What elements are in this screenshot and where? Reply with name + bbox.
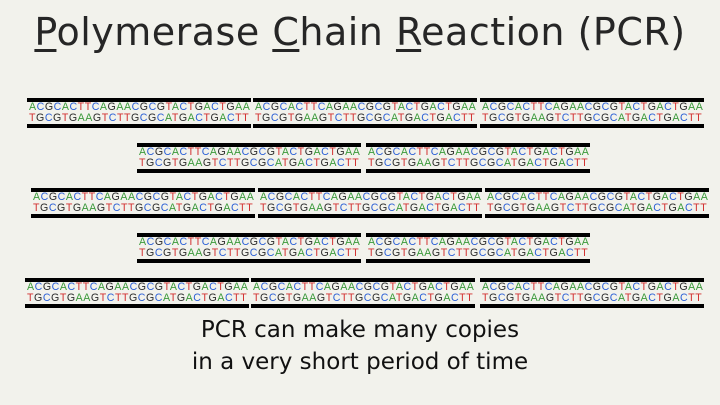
bottom-strand-sequence: TGCGTGAAGTCTTGCGCATGACTGACTT (33, 202, 254, 214)
backbone-bottom (480, 304, 704, 308)
bottom-strand-sequence: TGCGTGAAGTCTTGCGCATGACTGACTT (482, 292, 703, 304)
bottom-strand-sequence: TGCGTGAAGTCTTGCGCATGACTGACTT (29, 112, 250, 124)
bottom-strand-sequence: TGCGTGAAGTCTTGCGCATGACTGACTT (487, 202, 708, 214)
top-strand-sequence: ACGCACTTCAGAACGCGTACTGACTGAA (139, 146, 361, 158)
dna-copy (258, 188, 482, 218)
top-strand-sequence: ACGCACTTCAGAACGCGTACTGACTGAA (255, 101, 477, 113)
top-strand-sequence: ACGCACTTCAGAACGCGTACTGACTGAA (253, 281, 475, 293)
top-strand-sequence: ACGCACTTCAGAACGCGTACTGACTGAA (487, 191, 709, 203)
top-strand-sequence: ACGCACTTCAGAACGCGTACTGACTGAA (139, 236, 361, 248)
top-strand-sequence: ACGCACTTCAGAACGCGTACTGACTGAA (482, 281, 704, 293)
bottom-strand-sequence: TGCGTGAAGTCTTGCGCATGACTGACTT (139, 157, 360, 169)
backbone-bottom (251, 304, 475, 308)
backbone-bottom (480, 124, 704, 128)
title-underlined-letter: C (272, 10, 300, 54)
backbone-bottom (137, 169, 361, 173)
title-underlined-letter: R (395, 10, 422, 54)
dna-copy (485, 188, 709, 218)
top-strand-sequence: ACGCACTTCAGAACGCGTACTGACTGAA (368, 236, 590, 248)
dna-copy (137, 143, 361, 173)
bottom-strand-sequence: TGCGTGAAGTCTTGCGCATGACTGACTT (139, 247, 360, 259)
dna-copy (366, 233, 590, 263)
dna-copy (251, 278, 475, 308)
top-strand-sequence: ACGCACTTCAGAACGCGTACTGACTGAA (260, 191, 482, 203)
bottom-strand-sequence: TGCGTGAAGTCTTGCGCATGACTGACTT (368, 157, 589, 169)
backbone-bottom (366, 169, 590, 173)
backbone-bottom (366, 259, 590, 263)
top-strand-sequence: ACGCACTTCAGAACGCGTACTGACTGAA (482, 101, 704, 113)
dna-copy (31, 188, 255, 218)
backbone-bottom (137, 259, 361, 263)
backbone-bottom (31, 214, 255, 218)
top-strand-sequence: ACGCACTTCAGAACGCGTACTGACTGAA (29, 101, 251, 113)
title-underlined-letter: P (34, 10, 57, 54)
dna-copy (27, 98, 251, 128)
top-strand-sequence: ACGCACTTCAGAACGCGTACTGACTGAA (27, 281, 249, 293)
bottom-strand-sequence: TGCGTGAAGTCTTGCGCATGACTGACTT (253, 292, 474, 304)
backbone-bottom (25, 304, 249, 308)
dna-copy (137, 233, 361, 263)
caption-line-1: PCR can make many copies (200, 317, 520, 343)
title-text: olymerase (56, 10, 273, 54)
bottom-strand-sequence: TGCGTGAAGTCTTGCGCATGACTGACTT (368, 247, 589, 259)
backbone-bottom (485, 214, 709, 218)
bottom-strand-sequence: TGCGTGAAGTCTTGCGCATGACTGACTT (27, 292, 248, 304)
dna-copy (25, 278, 249, 308)
dna-copy (253, 98, 477, 128)
backbone-bottom (27, 124, 251, 128)
backbone-bottom (258, 214, 482, 218)
dna-copy (480, 98, 704, 128)
bottom-strand-sequence: TGCGTGAAGTCTTGCGCATGACTGACTT (482, 112, 703, 124)
caption (0, 314, 720, 378)
bottom-strand-sequence: TGCGTGAAGTCTTGCGCATGACTGACTT (260, 202, 481, 214)
bottom-strand-sequence: TGCGTGAAGTCTTGCGCATGACTGACTT (255, 112, 476, 124)
top-strand-sequence: ACGCACTTCAGAACGCGTACTGACTGAA (33, 191, 255, 203)
backbone-bottom (253, 124, 477, 128)
dna-copy (366, 143, 590, 173)
slide-title (0, 10, 720, 54)
title-text: hain (299, 10, 396, 54)
title-text: eaction (PCR) (421, 10, 686, 54)
top-strand-sequence: ACGCACTTCAGAACGCGTACTGACTGAA (368, 146, 590, 158)
dna-copy (480, 278, 704, 308)
caption-line-2: in a very short period of time (191, 349, 529, 375)
